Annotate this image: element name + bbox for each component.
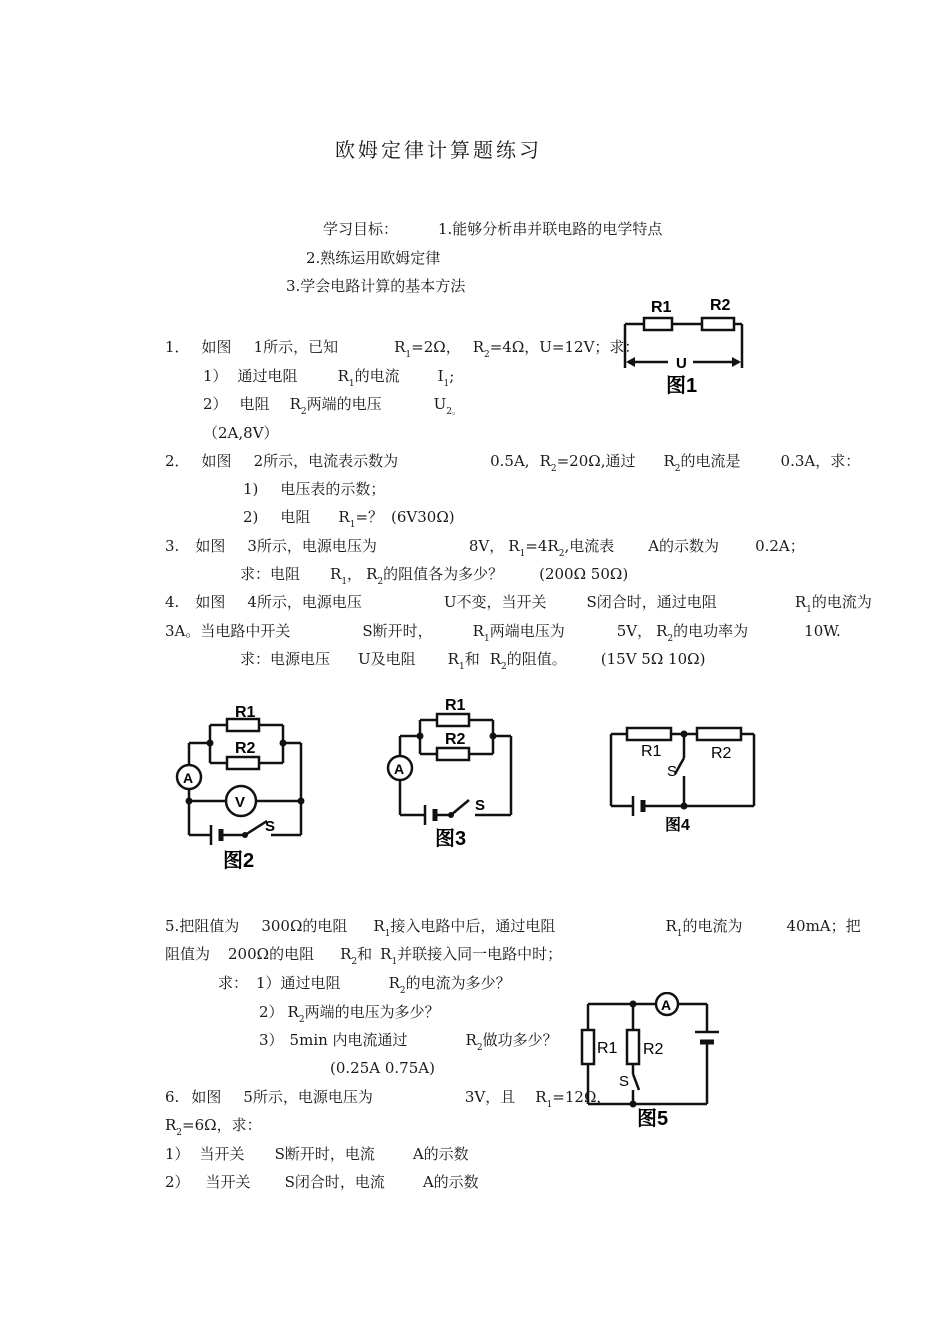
fig5-ammeter-label: A [661,997,672,1013]
q2-part-1: 1) 电压表的示数； [243,480,386,498]
q3-part-1: 求：电阻 $R_1$， $R_2$的阻值各为多少？ (200Ω 50Ω) [240,565,629,587]
fig3-switch-label: S [475,797,486,814]
q2-part-2: 2) 电阻 $R_1=$？ (6V30Ω) [243,508,455,530]
figure-1 [618,290,748,400]
fig4-r2-label: R2 [711,745,732,762]
q5-part-3: 3） 5min 内电流通过 $R_2$做功多少？ [259,1031,558,1053]
q5-part-1: 求： 1）通过电阻 $R_2$的电流为多少？ [218,974,511,996]
figure-4 [605,720,760,835]
fig4-switch-label: S [667,763,678,780]
goals-label: 学习目标： [323,220,399,238]
fig1-u-label: U [676,355,687,372]
goal-1: 1.能够分析串并联电路的电学特点 [438,220,663,238]
q6-part-2: 2） 当开关 S闭合时，电流 A的示数 [165,1173,479,1191]
fig1-r1-label: R1 [651,299,672,316]
q5-answer: (0.25A 0.75A) [330,1059,435,1077]
q5-line: 5.把阻值为 300Ω的电阻 $R_1$接入电路中后，通过电阻 $R_1$的电流为 40mA；把 [165,917,861,939]
figure-2 [175,695,315,875]
fig1-r2-label: R2 [710,297,731,314]
fig2-switch-label: S [265,818,276,835]
q6-part-1: 1） 当开关 S断开时，电流 A的示数 [165,1145,469,1163]
fig5-r2-label: R2 [643,1041,664,1058]
fig2-voltmeter-label: V [235,794,246,811]
figure-3 [385,690,525,855]
q3-line: 3. 如图 3所示，电源电压为 8V， $R_1=4R_2$,电流表 A的示数为 0.2A； [165,537,805,559]
q1-line: 1． 如图 1所示，已知 $R_1=2\Omega$， $R_2=4\Omega$，U=12V；求： [165,338,640,360]
fig2-ammeter-label: A [183,770,194,786]
fig5-switch-label: S [619,1073,630,1090]
q6-line-2: $R_2=6\Omega$，求： [165,1116,262,1138]
goal-3: 3.学会电路计算的基本方法 [286,277,466,295]
fig1-caption: 图1 [666,375,698,397]
q4-line-2: 3A。当电路中开关 S断开时， $R_1$两端电压为 5V， $R_2$的电功率为 10W. [165,622,841,644]
fig2-r2-label: R2 [235,740,256,757]
fig5-caption: 图5 [637,1108,669,1130]
q1-part-2: 2） 电阻 $R_2$两端的电压 $U_{2。}$ [203,395,461,417]
fig4-r1-label: R1 [641,743,662,760]
fig2-caption: 图2 [223,850,255,872]
fig3-ammeter-label: A [394,761,405,777]
fig5-r1-label: R1 [597,1040,618,1057]
figure-5 [575,992,730,1137]
q1-answer: （2A,8V） [203,424,279,442]
q5-part-2: 2） $R_2$两端的电压为多少？ [259,1003,440,1025]
fig3-r1-label: R1 [445,697,466,714]
q4-line: 4. 如图 4所示，电源电压 U不变，当开关 S闭合时，通过电阻 $R_1$的电流为 [165,593,872,615]
q5-line-2: 阻值为 200Ω的电阻 $R_2$和 $R_1$并联接入同一电路中时； [165,945,563,967]
fig3-caption: 图3 [435,828,467,850]
fig4-caption: 图4 [665,817,690,834]
fig2-r1-label: R1 [235,704,256,721]
goal-2: 2.熟练运用欧姆定律 [306,249,441,267]
q6-line: 6. 如图 5所示，电源电压为 3V，且 $R_1=12\Omega$， [165,1088,612,1110]
q2-line: 2． 如图 2所示，电流表示数为 0.5A, $R_2=20\Omega$,通过 $R_2$的电流是 0.3A，求： [165,452,861,474]
page-title: 欧姆定律计算题练习 [335,138,542,162]
fig3-r2-label: R2 [445,731,466,748]
q1-part-1: 1） 通过电阻 $R_1$的电流 $I_1$; [203,367,455,389]
q4-line-3: 求：电源电压 U及电阻 $R_1$和 $R_2$的阻值。 (15V 5Ω 10Ω) [240,650,706,672]
